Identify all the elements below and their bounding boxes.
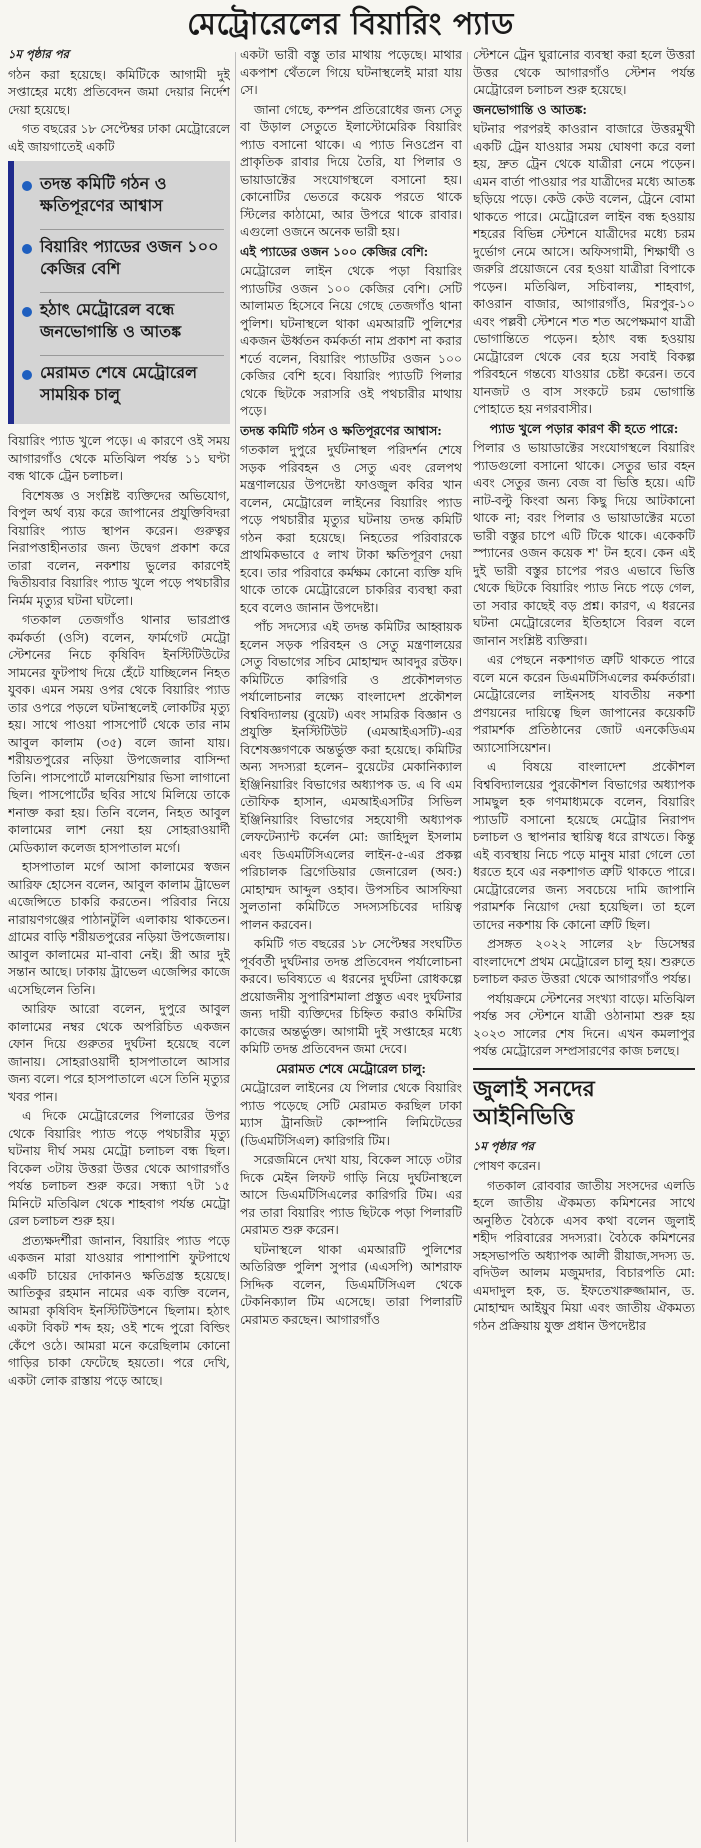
- highlight-text: তদন্ত কমিটি গঠন ও ক্ষতিপূরণের আশ্বাস: [40, 174, 167, 215]
- paragraph: ঘটনার পরপরই কাওরান বাজারে উত্তরমুখী একটি ট্রেন যাওয়ার সময় ঘোষণা করে বলা হয়, দ্রুত ট্রেন থেকে যাত্রীরা নেমে পড়েন। এমন বার্তা পাওয়ার পর যাত্রীদের মধ্যে আতঙ্ক ছড়িয়ে পড়ে। কেউ কেউ বলেন, ট্রেনে বোমা থাকতে পারে। মেট্রোরেল লাইন বন্ধ হওয়ায় শহরের বিভিন্ন স্টেশনে যাত্রীদের মধ্যে চরম দুর্ভোগ নেমে আসে। অফিসগামী, শিক্ষার্থী ও জরুরি প্রয়োজনে বের হওয়া যাত্রীরা বিপাকে পড়েন। মতিঝিল, সচিবালয়, শাহবাগ, কাওরান বাজার, আগারগাঁও, মিরপুর-১০ এবং পল্লবী স্টেশনে শত শত অপেক্ষমাণ যাত্রী ভোগান্তিতে পড়েন। হঠাৎ বন্ধ হওয়ায় মেট্রোরেল থেকে বের হয়ে সবাই বিকল্প পরিবহনে গন্তব্যে যাওয়ার চেষ্টা করেন। তবে যানজট ও বাস সংকটে চরম ভোগান্তি পোহাতে হয় নগরবাসীর।: [473, 121, 695, 416]
- column-divider: [467, 52, 468, 1842]
- paragraph: পর্যায়ক্রমে স্টেশনের সংখ্যা বাড়ে। মতিঝিল পর্যন্ত সব স্টেশনে যাত্রী ওঠানামা শুরু হয় ২০২৩ সালের শেষ দিনে। এখন কমলাপুর পর্যন্ত মেট্রোরেল সম্প্রসারণের কাজ চলছে।: [473, 990, 695, 1058]
- continued-label: ১ম পৃষ্ঠার পর: [8, 47, 69, 61]
- paragraph: প্রসঙ্গত ২০২২ সালের ২৮ ডিসেম্বর বাংলাদেশে প্রথম মেট্রোরেল চালু হয়। শুরুতে চলাচল করত উত্তরা থেকে আগারগাঁও পর্যন্ত।: [473, 936, 695, 986]
- paragraph: গতকাল তেজগাঁও থানার ভারপ্রাপ্ত কর্মকর্তা (ওসি) বলেন, ফার্মগেট মেট্রো স্টেশনের নিচে কৃষিবিদ ইনস্টিটিউটের সামনের ফুটপাথ দিয়ে হেঁটে যাচ্ছিলেন নিহত যুবক। এমন সময় ওপর থেকে বিয়ারিং প্যাড তার ওপরে পড়লে ঘটনাস্থলেই লোকটির মৃত্যু হয়। সাথে পাওয়া পাসপোর্ট থেকে তার নাম আবুল কালাম (৩৫) বলে জানা যায়। শরীয়তপুরের নড়িয়া উপজেলার বাসিন্দা তিনি। পাসপোর্টে মালয়েশিয়ার ভিসা লাগানো ছিল। পাসপোর্টের ছবির সাথে মিলিয়ে তাকে শনাক্ত করা হয়। তিনি বলেন, নিহত আবুল কালামের লাশ নেয়া হয় সোহরাওয়ার্দী মেডিক্যাল কলেজ হাসপাতাল মর্গে।: [8, 612, 230, 855]
- bullet-icon: [22, 307, 32, 317]
- headline: মেট্রোরেলের বিয়ারিং প্যাড: [187, 7, 514, 42]
- paragraph: মেট্রোরেল লাইন থেকে পড়া বিয়ারিং প্যাডটির ওজন ১০০ কেজির বেশি। সেটি আলামত হিসেবে নিয়ে গেছে তেজগাঁও থানা পুলিশ। ঘটনাস্থলে থাকা এমআরটি পুলিশের একজন ঊর্ধ্বতন কর্মকর্তা নাম প্রকাশ না করার শর্তে বলেন, বিয়ারিং প্যাডটির ওজন ১০০ কেজির বেশি হবে। বিয়ারিং প্যাডটি পিলার থেকে ছিটকে সরাসরি ওই পথচারীর মাথায় পড়ে।: [240, 263, 462, 418]
- section-headline: জুলাই সনদের আইনিভিত্তি: [473, 1076, 595, 1130]
- highlight-item: [22, 299, 224, 343]
- paragraph: প্রত্যক্ষদর্শীরা জানান, বিয়ারিং প্যাড পড়ে একজন মারা যাওয়ার পাশাপাশি ফুটপাথে একটি চায়ের দোকানও ক্ষতিগ্রস্ত হয়েছে। আতিকুর রহমান নামের এক ব্যক্তি বলেন, আমরা কৃষিবিদ ইনস্টিটিউশনে ছিলাম। হঠাৎ একটা বিকট শব্দ হয়; ওই শব্দে পুরো বিল্ডিং কেঁপে ওঠে। আমরা মনে করেছিলাম কোনো গাড়ির চাকা ফেটেছে হয়তো। পরে দেখি, একটা লোক রাস্তায় পড়ে আছে।: [8, 1232, 230, 1388]
- section-rule: [473, 1068, 695, 1070]
- paragraph: এ দিকে মেট্রোরেলের পিলারের উপর থেকে বিয়ারিং প্যাড পড়ে পথচারীর মৃত্যু ঘটনায় দীর্ঘ সময় মেট্রো চলাচল বন্ধ ছিল। বিকেল ৩টায় উত্তরা উত্তর থেকে আগারগাঁও পর্যন্ত চলাচল শুরু করে। সন্ধ্যা ৭টা ১৫ মিনিটে মতিঝিল থেকে শাহবাগ পর্যন্ত মেট্রো রেল চলাচল শুরু হয়।: [8, 1108, 230, 1228]
- subheading: মেরামত শেষে মেট্রোরেল চালু:: [276, 1060, 426, 1076]
- paragraph: আরিফ আরো বলেন, দুপুরে আবুল কালামের নম্বর থেকে অপরিচিত একজন ফোন দিয়ে গুরুতর দুর্ঘটনা হয়েছে বলে জানায়। সোহরাওয়ার্দী হাসপাতালে আসার জন্য বলে। পরে হাসপাতালে এসে তিনি মৃত্যুর খবর পান।: [8, 1001, 230, 1104]
- paragraph: বিশেষজ্ঞ ও সংশ্লিষ্ট ব্যক্তিদের অভিযোগ, বিপুল অর্থ ব্যয় করে জাপানের প্রযুক্তিবিদরা বিয়ারিং প্যাড স্থাপন করেন। গুরুত্বর নিরাপত্তাহীনতার জন্য উদ্বেগ প্রকাশ করে তারা বলেন, নকশায় ভুলের কারণেই দ্বিতীয়বার বিয়ারিং প্যাড খুলে পড়ে পথচারীর নির্মম মৃত্যুর ঘটনা ঘটলো।: [8, 487, 230, 608]
- highlight-text: হঠাৎ মেট্রোরেল বন্ধে জনভোগান্তি ও আতঙ্ক: [40, 300, 182, 341]
- bullet-icon: [22, 181, 32, 191]
- divider: [40, 229, 224, 230]
- paragraph: গঠন করা হয়েছে। কমিটিকে আগামী দুই সপ্তাহের মধ্যে প্রতিবেদন জমা দেয়ার নির্দেশ দেয়া হয়েছে।: [8, 66, 230, 117]
- paragraph: এর পেছনে নকশাগত ত্রুটি থাকতে পারে বলে মনে করেন ডিএমটিসিএলের কর্মকর্তারা। মেট্রোরেলের লাইনসহ যাবতীয় নকশা প্রণয়নের দায়িত্বে ছিল জাপানের কয়েকটি পরামর্শক প্রতিষ্ঠানের জোট এনকেডিএম অ্যাসোসিয়েশন।: [473, 652, 695, 755]
- paragraph: বিয়ারিং প্যাড খুলে পড়ে। এ কারণে ওই সময় আগারগাঁও থেকে মতিঝিল পর্যন্ত ১১ ঘণ্টা বন্ধ থাকে ট্রেন চলাচল।: [8, 433, 230, 483]
- paragraph: মেট্রোরেল লাইনের যে পিলার থেকে বিয়ারিং প্যাড পড়েছে সেটি মেরামত করছিল ঢাকা ম্যাস ট্রানজিট কোম্পানি লিমিটেডের (ডিএমটিসিএল) কারিগরি টিম।: [240, 1080, 462, 1148]
- continued-label: ১ম পৃষ্ঠার পর: [473, 1138, 534, 1153]
- divider: [40, 292, 224, 293]
- article-column-1: [8, 46, 230, 1846]
- subheading: প্যাড খুলে পড়ার কারণ কী হতে পারে:: [489, 420, 679, 436]
- divider: [40, 355, 224, 356]
- paragraph: জানা গেছে, কম্পন প্রতিরোধের জন্য সেতু বা উড়াল সেতুতে ইলাস্টোমেরিক বিয়ারিং প্যাড বসানো থাকে। এ প্যাড নিওপ্রেন বা প্রাকৃতিক রাবার দিয়ে তৈরি, যা পিলার ও ভায়াডাক্টের সংযোগস্থলে বসানো হয়। কোনোটির ভেতরে কয়েক পরতে থাকে স্টিলের কাঠামো, আর উপরে থাকে রাবার। এগুলো ওজনে অনেক ভারী হয়।: [240, 101, 462, 239]
- article-column-2: [240, 46, 462, 1846]
- highlight-item: [22, 173, 224, 217]
- highlight-item: [22, 362, 224, 406]
- paragraph: এ বিষয়ে বাংলাদেশ প্রকৌশল বিশ্ববিদ্যালয়ের পুরকৌশল বিভাগের অধ্যাপক সামছুল হক গণমাধ্যমকে বলেন, বিয়ারিং প্যাডটি বসানো হয়েছে মেট্রোর নিরাপদ চলাচল ও স্থাপনার স্থায়িত্ব ধরে রাখতে। কিন্তু এই ব্যবস্থায় নিচে পড়ে মানুষ মারা গেলে তো ধরতে হবে এর নকশাগত ত্রুটি থাকতে পারে। মেট্রোরেলের জন্য সবচেয়ে দামি জাপানি পরামর্শক নিয়োগ দেয়া হয়েছিল। তা হলে তাদের নকশায় কি কোনো ত্রুটি ছিল।: [473, 759, 695, 932]
- paragraph: গতকাল রোববার জাতীয় সংসদের এলডি হলে জাতীয় ঐকমত্য কমিশনের সাথে অনুষ্ঠিত বৈঠকে এসব কথা বলেন জুলাই শহীদ পরিবারের সদস্যরা। বৈঠকে কমিশনের সহসভাপতি অধ্যাপক আলী রীয়াজ,সদস্য ড. বদিউল আলম মজুমদার, বিচারপতি মো: এমদাদুল হক, ড. ইফতেখারুজ্জামান, ড. মোহাম্মদ আইয়ুব মিয়া এবং জাতীয় ঐকমত্য গঠন প্রক্রিয়ায় যুক্ত প্রধান উপদেষ্টার: [473, 1177, 695, 1333]
- paragraph: সরেজমিনে দেখা যায়, বিকেল সাড়ে ৩টার দিকে মেইন লিফট গাড়ি নিয়ে দুর্ঘটনাস্থলে আসে ডিএমটিসিএলের কারিগরি টিম। এর পর তারা বিয়ারিং প্যাড ছিটকে পড়া পিলারটি মেরামত শুরু করেন।: [240, 1152, 462, 1237]
- paragraph: স্টেশনে ট্রেন ঘুরানোর ব্যবস্থা করা হলে উত্তরা উত্তর থেকে আগারগাঁও স্টেশন পর্যন্ত মেট্রোরেল চলাচল শুরু হয়েছে।: [473, 47, 695, 97]
- article-column-3: [473, 46, 695, 1846]
- highlights-box: [8, 161, 230, 424]
- paragraph: একটা ভারী বস্তু তার মাথায় পড়েছে। মাথার একপাশ থেঁতলে গিয়ে ঘটনাস্থলেই মারা যায় সে।: [240, 47, 462, 97]
- highlight-text: মেরামত শেষে মেট্রোরেল সাময়িক চালু: [40, 363, 198, 404]
- paragraph: গত বছরের ১৮ সেপ্টেম্বর ঢাকা মেট্রোরেলে এই জায়গাতেই একটি: [8, 121, 230, 154]
- paragraph: ঘটনাস্থলে থাকা এমআরটি পুলিশের অতিরিক্ত পুলিশ সুপার (এএসপি) আশরাফ সিদ্দিক বলেন, ডিএমটিসিএল থেকে টেকনিক্যাল টিম এসেছে। তারা পিলারটি মেরামত করছেন। আগারগাঁও: [240, 1241, 462, 1327]
- bullet-icon: [22, 370, 32, 380]
- paragraph: গতকাল দুপুরে দুর্ঘটনাস্থল পরিদর্শন শেষে সড়ক পরিবহন ও সেতু এবং রেলপথ মন্ত্রণালয়ের উপদেষ্টা ফাওজুল কবির খান বলেন, মেট্রোরেল লাইনের বিয়ারিং প্যাড পড়ে পথচারীর মৃত্যুর ঘটনায় তদন্ত কমিটি গঠন করা হয়েছে। নিহতের পরিবারকে প্রাথমিকভাবে ৫ লাখ টাকা ক্ষতিপূরণ দেয়া হবে। তার পরিবারে কর্মক্ষম কোনো ব্যক্তি যদি থাকে তাকে মেট্রোরেলে চাকরির ব্যবস্থা করা হবে বলেও জানান উপদেষ্টা।: [240, 442, 462, 615]
- subheading: জনভোগান্তি ও আতঙ্ক:: [473, 101, 587, 117]
- paragraph: পিলার ও ভায়াডাক্টের সংযোগস্থলে বিয়ারিং প্যাডগুলো বসানো থাকে। সেতুর ভার বহন এবং সেতুর জন্য বেজ বা ভিত্তি হয়ে। এটি নাট-বল্টু কিংবা অন্য কিছু দিয়ে আটকানো থাকে না; বরং পিলার ও ভায়াডাক্টের মতো ভারী বস্তুর চাপে এটি টিকে থাকে। একেকটি স্প্যানের ওজন কয়েক শ' টন হবে। কেন এই দুই ভারী বস্তুর চাপের পরও এভাবে ভিত্তি থেকে ছিটকে বিয়ারিং প্যাড নিচে পড়ে গেল, তা সবার কাছেই বড় প্রশ্ন। কারণ, এ ধরনের ঘটনা মেট্রোরেলের ইতিহাসে বিরল বলে জানান সংশ্লিষ্ট ব্যক্তিরা।: [473, 440, 695, 648]
- paragraph: কমিটি গত বছরের ১৮ সেপ্টেম্বর সংঘটিত পূর্ববর্তী দুর্ঘটনার তদন্ত প্রতিবেদন পর্যালোচনা করবে। ভবিষ্যতে এ ধরনের দুর্ঘটনা রোধকল্পে প্রয়োজনীয় সুপারিশমালা প্রস্তুত এবং দুর্ঘটনার জন্য দায়ী ব্যক্তিদের চিহ্নিত করাও কমিটির কাজের অন্তর্ভুক্ত। আগামী দুই সপ্তাহের মধ্যে কমিটি তদন্ত প্রতিবেদন জমা দেবে।: [240, 936, 462, 1056]
- paragraph: পোষণ করেন।: [473, 1158, 541, 1173]
- paragraph: পাঁচ সদস্যের এই তদন্ত কমিটির আহ্বায়ক হলেন সড়ক পরিবহন ও সেতু মন্ত্রণালয়ের সেতু বিভাগের সচিব মোহাম্মদ আবদুর রউফ। কমিটিতে কারিগরি ও প্রকৌশলগত পর্যালোচনার লক্ষ্যে বাংলাদেশ প্রকৌশল বিশ্ববিদ্যালয় (বুয়েট) এবং সামরিক বিজ্ঞান ও প্রযুক্তি ইনস্টিটিউট (এমআইএসটি)-এর বিশেষজ্ঞগণকে অন্তর্ভুক্ত করা হয়েছে। কমিটির অন্য সদস্যরা হলেন– বুয়েটের মেকানিক্যাল ইঞ্জিনিয়ারিং বিভাগের অধ্যাপক ড. এ বি এম তৌফিক হাসান, এমআইএসটির সিভিল ইঞ্জিনিয়ারিং বিভাগের সহযোগী অধ্যাপক লেফটেন্যান্ট কর্নেল মো: জাহিদুল ইসলাম এবং ডিএমটিসিএলের লাইন-৫-এর প্রকল্প পরিচালক ব্রিগেডিয়ার জেনারেল (অব:) মোহাম্মদ আব্দুল ওহাব। উপসচিব আসফিয়া সুলতানা কমিটিতে সদস্যসচিবের দায়িত্ব পালন করবেন।: [240, 619, 462, 932]
- bullet-icon: [22, 244, 32, 254]
- subheading: তদন্ত কমিটি গঠন ও ক্ষতিপূরণের আশ্বাস:: [240, 422, 442, 438]
- highlight-item: [22, 236, 224, 280]
- highlight-text: বিয়ারিং প্যাডের ওজন ১০০ কেজির বেশি: [40, 237, 219, 278]
- paragraph: হাসপাতাল মর্গে আসা কালামের স্বজন আরিফ হোসেন বলেন, আবুল কালাম ট্রাভেল এজেন্সিতে চাকরি করতেন। পরিবার নিয়ে নারায়ণগঞ্জের পাঠানটুলি এলাকায় থাকতেন। গ্রামের বাড়ি শরীয়তপুরের নড়িয়া উপজেলায়। আবুল কালামের মা-বাবা নেই। স্ত্রী আর দুই সন্তান আছে। ঢাকায় ট্রাভেল এজেন্সির কাজে এসেছিলেন তিনি।: [8, 859, 230, 997]
- column-divider: [235, 52, 236, 1842]
- subheading: এই প্যাডের ওজন ১০০ কেজির বেশি:: [240, 243, 429, 259]
